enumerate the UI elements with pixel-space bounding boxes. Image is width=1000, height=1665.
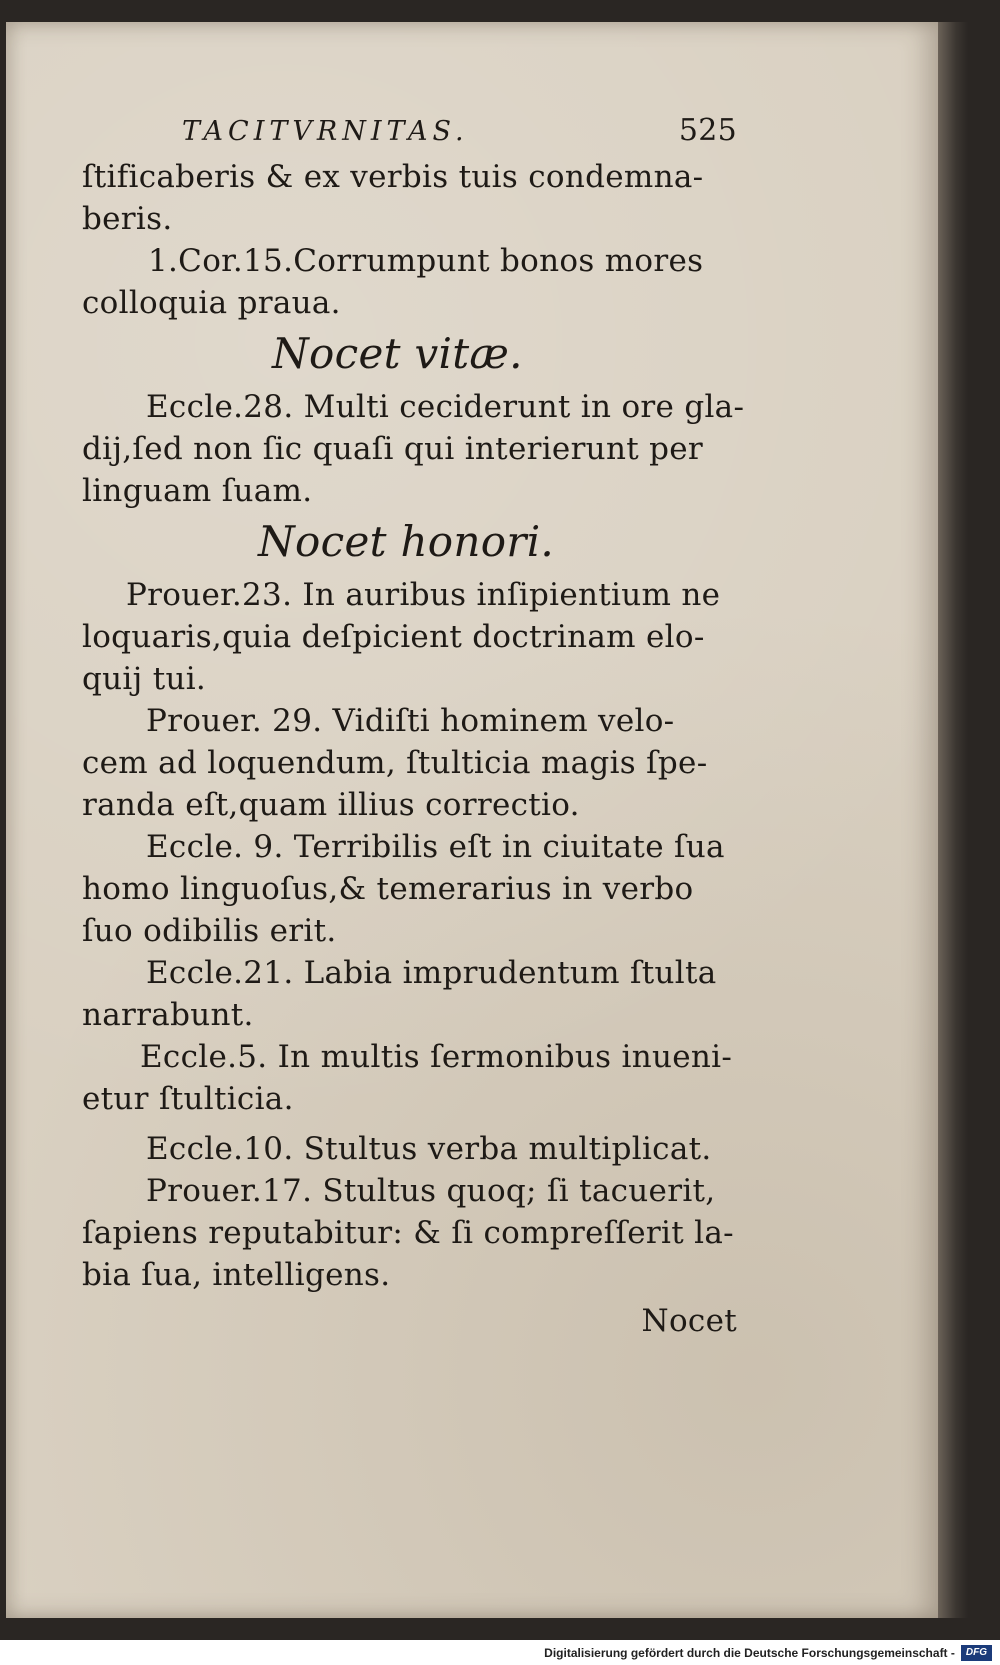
text-line: bia ſua, intelligens. xyxy=(82,1257,391,1293)
text-line: colloquia praua. xyxy=(82,285,341,321)
text-line: ſtificaberis & ex verbis tuis condemna- xyxy=(82,159,704,195)
digitization-footer xyxy=(0,1640,1000,1665)
text-line: etur ſtulticia. xyxy=(82,1081,294,1117)
text-line: Prouer.23. In auribus inſipientium ne xyxy=(126,577,721,613)
text-line: Prouer.17. Stultus quoq; ſi tacuerit, xyxy=(146,1173,716,1209)
text-line: homo linguoſus,& temerarius in verbo xyxy=(82,871,694,907)
text-line: 1.Cor.15.Corrumpunt bonos mores xyxy=(148,243,704,279)
text-line: loquaris,quia deſpicient doctrinam elo- xyxy=(82,619,705,655)
text-line: narrabunt. xyxy=(82,997,254,1033)
page-header xyxy=(82,110,737,156)
text-line: Eccle. 9. Terribilis eſt in ciuitate ſua xyxy=(146,829,725,865)
text-line: Prouer. 29. Vidiſti hominem velo- xyxy=(146,703,675,739)
dfg-logo-icon: DFG xyxy=(961,1645,992,1661)
page-number: 525 xyxy=(678,113,737,148)
section-heading: Nocet vitæ. xyxy=(272,329,523,378)
text-line: dij,ſed non ſic quaſi qui interierunt per xyxy=(82,431,704,467)
text-line: Eccle.5. In multis ſermonibus inueni- xyxy=(140,1039,733,1075)
text-line: linguam ſuam. xyxy=(82,473,313,509)
page-text xyxy=(82,110,745,1346)
text-line: randa eſt,quam illius correctio. xyxy=(82,787,580,823)
catchword-row xyxy=(82,1300,737,1346)
text-line: Eccle.10. Stultus verba multiplicat. xyxy=(146,1131,712,1167)
section-heading: Nocet honori. xyxy=(258,517,555,566)
catchword: Nocet xyxy=(641,1303,737,1339)
text-line: beris. xyxy=(82,201,173,237)
running-title: TACITVRNITAS. xyxy=(182,116,469,147)
page-edge xyxy=(938,22,968,1618)
text-line: Eccle.28. Multi ceciderunt in ore gla- xyxy=(146,389,745,425)
text-line: ſuo odibilis erit. xyxy=(82,913,337,949)
text-line: quij tui. xyxy=(82,661,207,697)
funding-credit: Digitalisierung gefördert durch die Deutsche Forschungsgemeinschaft - xyxy=(544,1645,955,1660)
text-line: cem ad loquendum, ſtulticia magis ſpe- xyxy=(82,745,708,781)
text-line: Eccle.21. Labia imprudentum ſtulta xyxy=(146,955,717,991)
text-line: ſapiens reputabitur: & ſi compreſſerit la- xyxy=(82,1215,734,1251)
